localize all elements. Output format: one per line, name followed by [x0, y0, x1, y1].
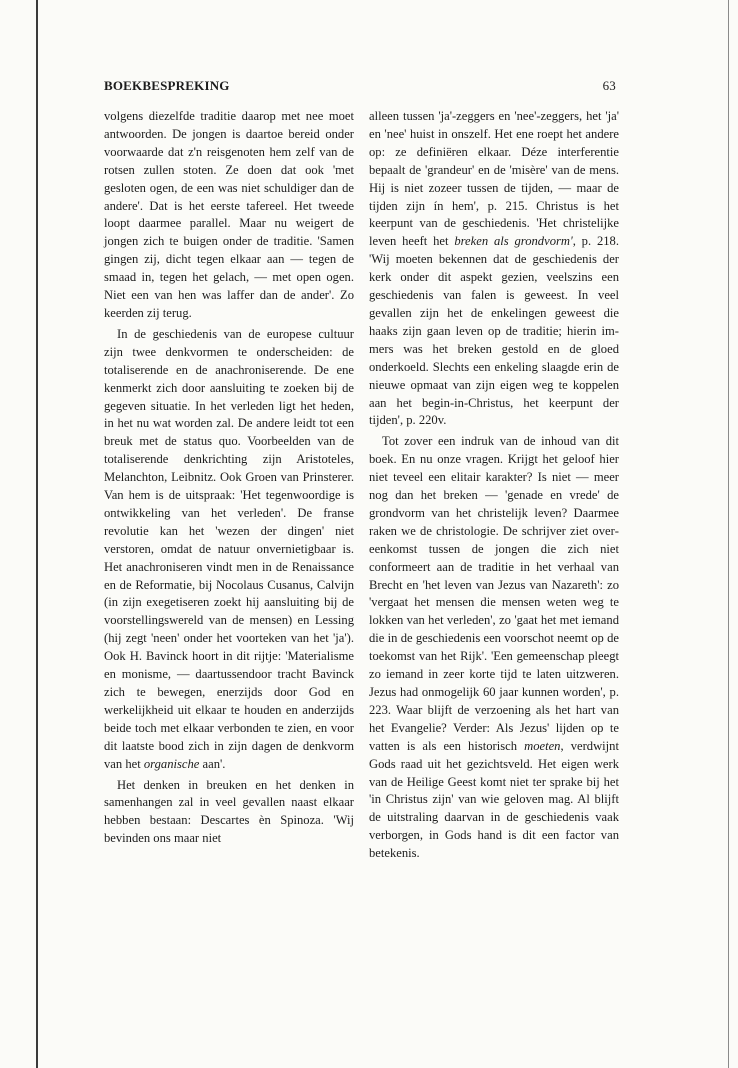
emphasis: breken als grondvorm': [454, 234, 573, 249]
left-column: [104, 108, 354, 848]
emphasis: organische: [143, 756, 200, 771]
paragraph-text: aan'.: [199, 756, 226, 771]
paragraph: [369, 433, 619, 863]
right-column: [369, 108, 619, 863]
paragraph: Het denken in breuken en het denken in samenhangen zal in veel gevallen naast elkaar hebben bestaan: Descartes èn Spinoza. 'Wij bevinden ons maar niet: [104, 777, 354, 846]
page-edge-right: [728, 0, 729, 1068]
emphasis: moeten: [524, 738, 561, 753]
paragraph-text: , p. 218. 'Wij moeten bekennen dat de geschiedenis der kerk onder dit aspekt gezien, veelszins een geschiedenis van falen is geweest. In veel gevallen zijn het de enkelingen geweest die haaks zijn gaan leven op de traditie; hierin immers was het breken gestold en de gloed onderkoeld. Slechts een enkeling slaagde erin de nieuwe opmaat van zijn eigen weg te koppelen aan het begin-in-Christus, het keerpunt der tijden', p. 220v.: [369, 234, 619, 428]
paragraph-text: , verdwijnt Gods raad uit het gezichtsveld. Het eigen werk van de Heilige Geest komt niet ter sprake bij het 'in Christus zijn' van wie geloven mag. Al blijft de uitstraling daarvan in de geschiedenis vaak verborgen, in Gods hand is dit een factor van betekenis.: [369, 738, 619, 861]
page-number: 63: [602, 78, 616, 93]
paragraph-text: alleen tussen 'ja'-zeggers en 'nee'-zeggers, het 'ja' en 'nee' huist in onszelf. Het ene roept het andere op: ze definiëren elkaar. Déze interferentie bepaalt de 'grandeur' en de 'misère' van de mens. Hij is niet zozeer tussen de tijden, — maar de tijden zijn ín hem', p. 215. Christus is het keerpunt van de geschiedenis. 'Het christelijke leven heeft het: [369, 109, 619, 249]
section-title: BOEKBESPREKING: [104, 78, 230, 93]
running-head: [104, 78, 616, 94]
page-edge-left: [36, 0, 38, 1068]
paragraph: [369, 108, 619, 430]
paragraph-text: Tot zover een indruk van de inhoud van dit boek. En nu onze vragen. Krijgt het geloof hier niet teveel een elitair karakter? Is niet — meer nog dan het breken — 'genade en vrede' de grondvorm van het christelijk leven? Daarmee raken we de christologie. De schrijver ziet overeenkomst tussen de jongen die zich niet conformeert aan de traditie in het verhaal van Brecht en 'het leven van Jezus van Nazareth': zo 'vergaat het mensen die mensen weten weg te lokken van het verleden', zo 'gaat het met iemand die in de geschiedenis een voorschot neemt op de toekomst van het Rijk'. 'Een gemeenschap pleegt zo iemand in zeer korte tijd te laten uitzweren. Jezus had onmogelijk 60 jaar kunnen worden', p. 223. Waar blijft de verzoening als het hart van het Evangelie? Verder: Als Jezus' lijden op te vatten is als een historisch: [369, 434, 619, 753]
paragraph-text: In de geschiedenis van de europese cultuur zijn twee denkvormen te onderscheiden: de totaliserende en de anachroniserende. De ene kenmerkt zich door aansluiting te zoeken bij de gegeven situatie. In het verleden ligt het heden, in het nu wat worden zal. De andere leidt tot een breuk met de status quo. Voorbeelden van de totaliserende denkrichting zijn Aristoteles, Melanchton, Leibnitz. Ook Groen van Prinsterer. Van hem is de uitspraak: 'Het tegenwoordige is ontwikkeling van het verleden'. De franse revolutie kan het 'wezen der dingen' niet verstoren, omdat de natuur onvernietigbaar is. Het anachroniseren vindt men in de Renaissance en de Reformatie, bij Nocolaus Cusanus, Calvijn (in zijn exegetiseren zoekt hij aansluiting bij de voorstellingswereld van de mensen) en Lessing (hij zegt 'neen' onder het voorteken van het 'ja'). Ook H. Bavinck hoort in dit rijtje: 'Materialisme en monisme, — daartussendoor tracht Bavinck zich te bewegen, enerzijds door God en werkelijkheid uit elkaar te houden en anderzijds beide toch met elkaar verbonden te zien, en voor dit laatste bood zich in zijn dagen de denkvorm van het: [104, 326, 354, 771]
paragraph: volgens diezelfde traditie daarop met nee moet antwoorden. De jongen is daartoe bereid onder voorwaarde dat z'n reisgenoten hem zelf van de rotsen zullen stoten. Ze doen dat ook 'met gesloten ogen, de een was niet schuldiger dan de andere'. Dat is het eerste tafereel. Het tweede loopt daarmee parallel. Maar nu weigert de jongen zich te buigen onder de traditie. 'Samen gingen zij, dicht tegen elkaar aan — tegen de smaad in, tegen het gelach, — met open ogen. Niet een van hen was laffer dan de ander'. Zo keerden zij terug.: [104, 109, 354, 320]
paragraph: [104, 326, 354, 774]
